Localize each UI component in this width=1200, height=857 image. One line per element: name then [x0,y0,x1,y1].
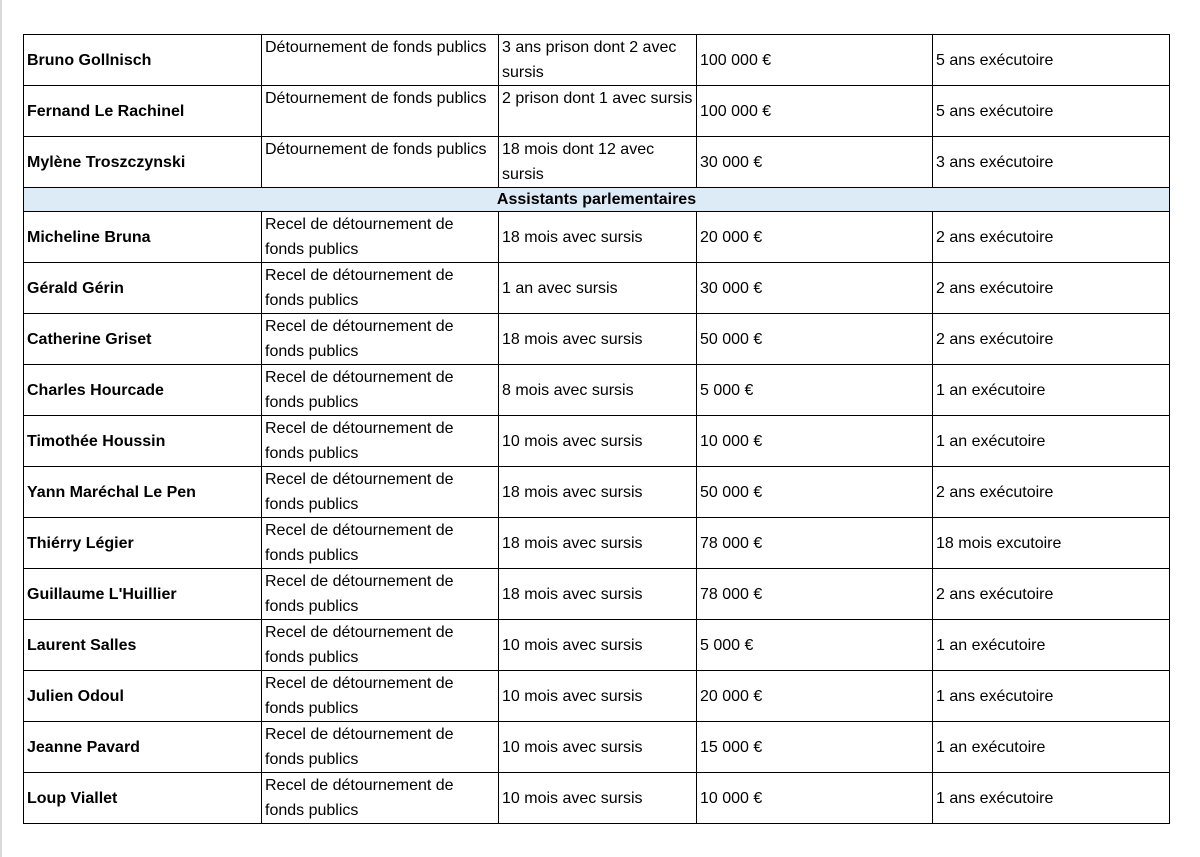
name-cell: Bruno Gollnisch [24,35,262,86]
ineligibility-cell: 1 an exécutoire [933,416,1170,467]
charge-cell: Recel de détournement de fonds publics [262,518,499,569]
table-row [24,467,1170,518]
fine-cell: 30 000 € [697,263,933,314]
table-row [24,416,1170,467]
sentence-cell: 18 mois avec sursis [499,518,697,569]
ineligibility-cell: 2 ans exécutoire [933,263,1170,314]
fine-cell: 78 000 € [697,518,933,569]
name-cell: Laurent Salles [24,620,262,671]
table-row [24,86,1170,137]
sentence-cell: 18 mois avec sursis [499,569,697,620]
name-cell: Fernand Le Rachinel [24,86,262,137]
fine-cell: 100 000 € [697,86,933,137]
ineligibility-cell: 1 an exécutoire [933,365,1170,416]
name-cell: Mylène Troszczynski [24,137,262,188]
fine-cell: 100 000 € [697,35,933,86]
charge-cell: Recel de détournement de fonds publics [262,416,499,467]
sentence-cell: 3 ans prison dont 2 avec sursis [499,35,697,86]
sentence-cell: 10 mois avec sursis [499,722,697,773]
name-cell: Charles Hourcade [24,365,262,416]
name-cell: Catherine Griset [24,314,262,365]
name-cell: Thiérry Légier [24,518,262,569]
fine-cell: 5 000 € [697,620,933,671]
sentence-cell: 18 mois avec sursis [499,212,697,263]
name-cell: Jeanne Pavard [24,722,262,773]
ineligibility-cell: 1 ans exécutoire [933,671,1170,722]
table-row [24,263,1170,314]
name-cell: Yann Maréchal Le Pen [24,467,262,518]
fine-cell: 30 000 € [697,137,933,188]
sentence-cell: 18 mois avec sursis [499,314,697,365]
name-cell: Micheline Bruna [24,212,262,263]
ineligibility-cell: 3 ans exécutoire [933,137,1170,188]
name-cell: Gérald Gérin [24,263,262,314]
sentence-cell: 10 mois avec sursis [499,620,697,671]
sentences-table-body [24,35,1170,824]
fine-cell: 10 000 € [697,773,933,824]
ineligibility-cell: 1 an exécutoire [933,722,1170,773]
charge-cell: Recel de détournement de fonds publics [262,569,499,620]
sentence-cell: 10 mois avec sursis [499,773,697,824]
ineligibility-cell: 2 ans exécutoire [933,467,1170,518]
sentence-cell: 10 mois avec sursis [499,416,697,467]
fine-cell: 50 000 € [697,314,933,365]
name-cell: Julien Odoul [24,671,262,722]
table-row [24,212,1170,263]
section-header-row [24,188,1170,212]
charge-cell: Recel de détournement de fonds publics [262,212,499,263]
sentence-cell: 18 mois avec sursis [499,467,697,518]
table-row [24,773,1170,824]
name-cell: Timothée Houssin [24,416,262,467]
ineligibility-cell: 1 an exécutoire [933,620,1170,671]
sentences-table [23,34,1170,824]
name-cell: Loup Viallet [24,773,262,824]
sentence-cell: 8 mois avec sursis [499,365,697,416]
sentence-cell: 18 mois dont 12 avec sursis [499,137,697,188]
fine-cell: 5 000 € [697,365,933,416]
charge-cell: Recel de détournement de fonds publics [262,773,499,824]
fine-cell: 20 000 € [697,671,933,722]
charge-cell: Détournement de fonds publics [262,86,499,137]
table-row [24,137,1170,188]
charge-cell: Recel de détournement de fonds publics [262,263,499,314]
ineligibility-cell: 1 ans exécutoire [933,773,1170,824]
table-row [24,722,1170,773]
charge-cell: Recel de détournement de fonds publics [262,314,499,365]
ineligibility-cell: 18 mois excutoire [933,518,1170,569]
sentence-cell: 2 prison dont 1 avec sursis [499,86,697,137]
fine-cell: 20 000 € [697,212,933,263]
ineligibility-cell: 2 ans exécutoire [933,212,1170,263]
ineligibility-cell: 5 ans exécutoire [933,35,1170,86]
name-cell: Guillaume L'Huillier [24,569,262,620]
fine-cell: 10 000 € [697,416,933,467]
ineligibility-cell: 2 ans exécutoire [933,569,1170,620]
sentence-cell: 1 an avec sursis [499,263,697,314]
ineligibility-cell: 2 ans exécutoire [933,314,1170,365]
table-row [24,365,1170,416]
ineligibility-cell: 5 ans exécutoire [933,86,1170,137]
sentence-cell: 10 mois avec sursis [499,671,697,722]
charge-cell: Recel de détournement de fonds publics [262,671,499,722]
charge-cell: Détournement de fonds publics [262,35,499,86]
charge-cell: Détournement de fonds publics [262,137,499,188]
table-row [24,314,1170,365]
table-row [24,569,1170,620]
fine-cell: 15 000 € [697,722,933,773]
charge-cell: Recel de détournement de fonds publics [262,722,499,773]
page-left-edge [0,0,2,857]
charge-cell: Recel de détournement de fonds publics [262,365,499,416]
table-row [24,671,1170,722]
table-row [24,518,1170,569]
fine-cell: 50 000 € [697,467,933,518]
charge-cell: Recel de détournement de fonds publics [262,467,499,518]
charge-cell: Recel de détournement de fonds publics [262,620,499,671]
section-header: Assistants parlementaires [24,188,1170,212]
table-row [24,620,1170,671]
table-row [24,35,1170,86]
fine-cell: 78 000 € [697,569,933,620]
